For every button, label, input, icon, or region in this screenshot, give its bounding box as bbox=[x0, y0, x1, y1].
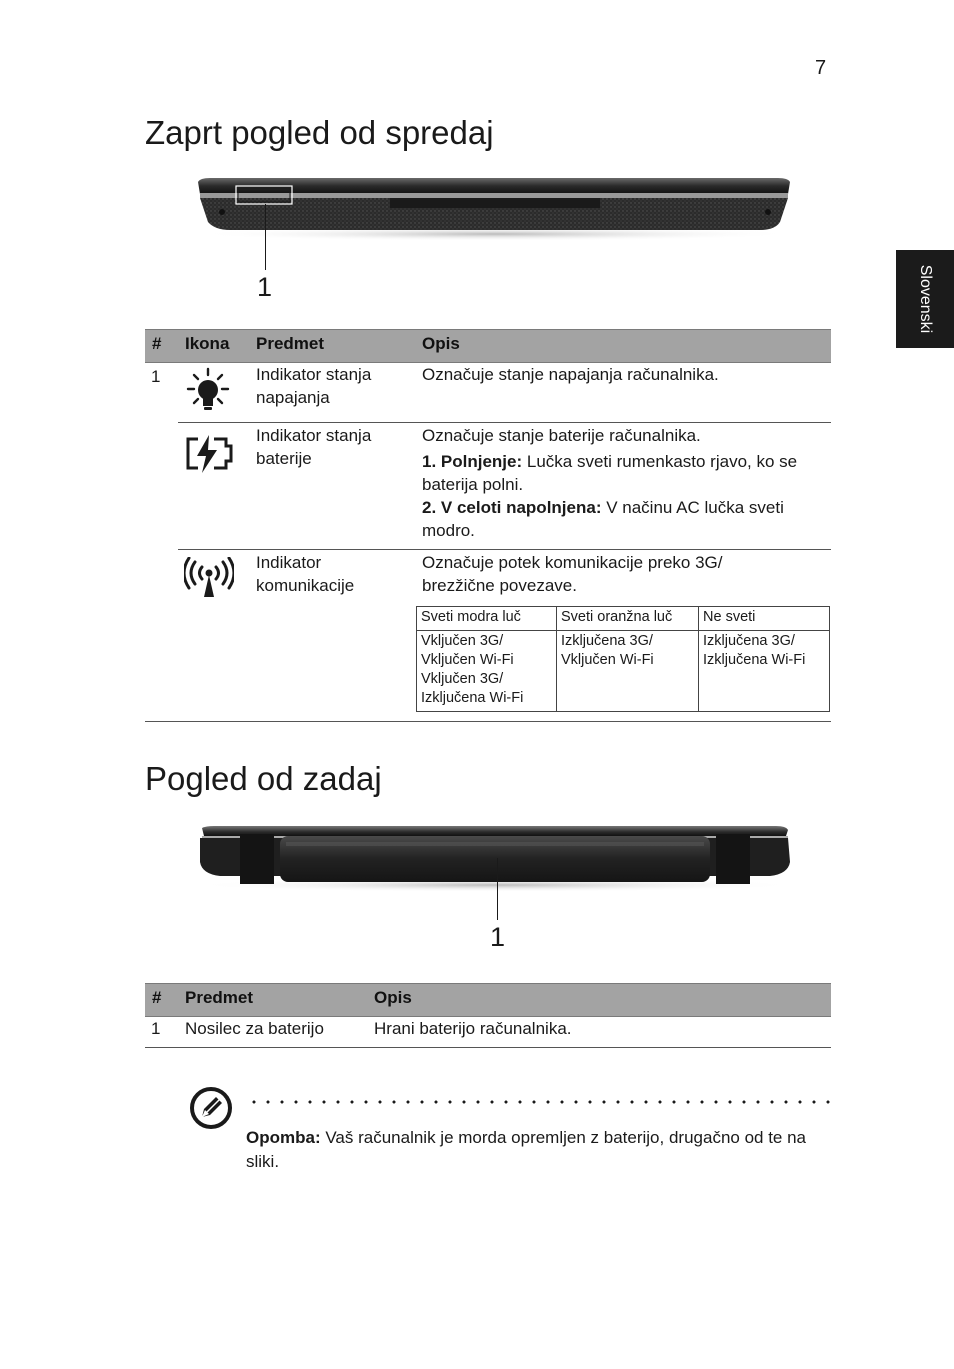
sub-cell-line: Izključena Wi-Fi bbox=[421, 690, 524, 706]
row-divider bbox=[178, 422, 831, 423]
full-text: V načinu AC lučka sveti modro. bbox=[422, 498, 784, 540]
sub-cell-line: Izključena 3G/ bbox=[561, 633, 653, 649]
page-number: 7 bbox=[815, 57, 827, 79]
desc-battery-indicator: Označuje stanje baterije računalnika. bbox=[422, 426, 701, 445]
communication-status-table bbox=[416, 606, 830, 712]
sub-cell-off bbox=[699, 631, 830, 712]
note-dotted-rule bbox=[247, 1100, 831, 1104]
rear-table-header bbox=[145, 983, 831, 1017]
front-callout-line bbox=[265, 204, 266, 270]
sub-header-orange: Sveti oranžna luč bbox=[557, 607, 699, 631]
front-table-header bbox=[145, 329, 831, 363]
item-battery-bay: Nosilec za baterijo bbox=[185, 1019, 324, 1038]
sub-header-blue: Sveti modra luč bbox=[417, 607, 557, 631]
battery-charging-note bbox=[422, 450, 802, 496]
desc-communication-indicator: Označuje potek komunikacije preko 3G/ brezžične povezave. bbox=[422, 553, 723, 595]
note-body: Vaš računalnik je morda opremljen z baterijo, drugačno od te na sliki. bbox=[246, 1128, 807, 1171]
battery-full-note bbox=[422, 496, 802, 542]
battery-charging-icon bbox=[184, 434, 234, 474]
sub-header-off: Ne sveti bbox=[699, 607, 830, 631]
sub-cell-line: Vključen Wi-Fi bbox=[421, 652, 514, 668]
item-communication-indicator: Indikator komunikacije bbox=[256, 553, 355, 595]
sub-cell-line: Vključen 3G/ bbox=[421, 633, 504, 649]
note-text bbox=[246, 1126, 826, 1174]
rear-callout-number: 1 bbox=[490, 922, 506, 952]
sub-cell-line: Izključena Wi-Fi bbox=[703, 652, 806, 668]
front-section-title: Zaprt pogled od spredaj bbox=[145, 114, 494, 151]
laptop-rear-illustration bbox=[190, 822, 800, 894]
header-number: # bbox=[152, 334, 162, 353]
header-icon: Ikona bbox=[185, 334, 230, 353]
header-description: Opis bbox=[374, 988, 412, 1007]
item-battery-indicator: Indikator stanja baterije bbox=[256, 426, 372, 468]
table-bottom-rule bbox=[145, 1047, 831, 1048]
language-tab-label: Slovenski bbox=[917, 264, 934, 334]
rear-section-title: Pogled od zadaj bbox=[145, 760, 382, 797]
charging-label: 1. Polnjenje: bbox=[422, 452, 523, 471]
full-label: 2. V celoti napolnjena: bbox=[422, 498, 602, 517]
language-tab bbox=[896, 250, 954, 348]
header-item: Predmet bbox=[185, 988, 254, 1007]
row-divider bbox=[178, 549, 831, 550]
front-callout-number: 1 bbox=[257, 272, 273, 302]
desc-battery-bay: Hrani baterijo računalnika. bbox=[374, 1019, 572, 1038]
header-description: Opis bbox=[422, 334, 460, 353]
sub-cell-blue bbox=[417, 631, 557, 712]
charging-text: Lučka sveti rumenkasto rjavo, ko se baterija polni. bbox=[422, 452, 798, 494]
sub-cell-line: Vključen 3G/ bbox=[421, 671, 504, 687]
sub-cell-line: Vključen Wi-Fi bbox=[561, 652, 654, 668]
header-number: # bbox=[152, 988, 162, 1007]
table-bottom-rule bbox=[145, 721, 831, 722]
note-label: Opomba: bbox=[246, 1128, 321, 1147]
sub-cell-orange bbox=[557, 631, 699, 712]
note-icon bbox=[189, 1086, 233, 1130]
rear-callout-line bbox=[497, 858, 498, 920]
header-item: Predmet bbox=[256, 334, 325, 353]
wireless-communication-icon bbox=[184, 557, 234, 599]
item-power-indicator: Indikator stanja napajanja bbox=[256, 365, 372, 407]
sub-cell-line: Izključena 3G/ bbox=[703, 633, 795, 649]
row-number: 1 bbox=[151, 1019, 161, 1038]
laptop-front-illustration bbox=[190, 174, 800, 244]
power-indicator-icon bbox=[185, 367, 231, 415]
desc-power-indicator: Označuje stanje napajanja računalnika. bbox=[422, 365, 719, 384]
row-number: 1 bbox=[151, 367, 161, 386]
